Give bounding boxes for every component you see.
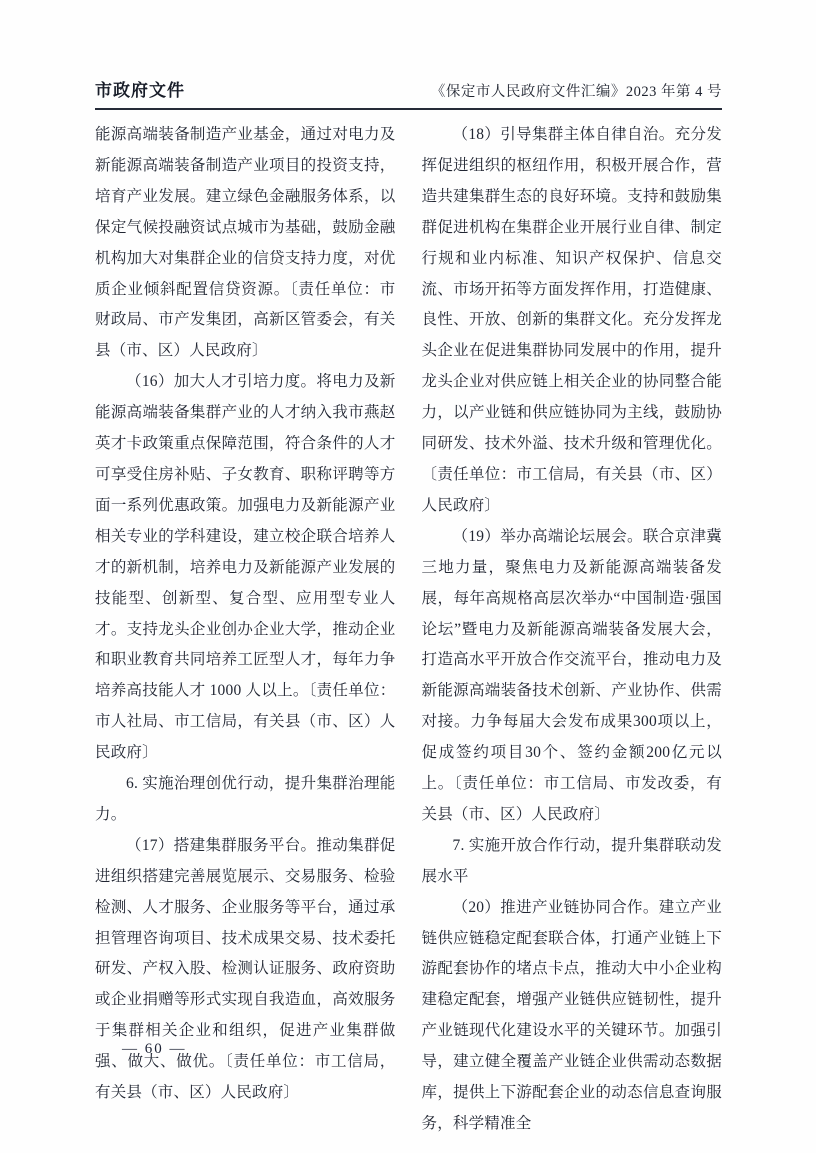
subheading-7: 7. 实施开放合作行动，提升集群联动发展水平 [421,836,722,885]
paragraph-16: （16）加大人才引培力度。将电力及新能源高端装备集群产业的人才纳入我市燕赵英才卡政策重点保障范围，符合条件的人才可享受住房补贴、子女教育、职称评聘等方面一系列优惠政策。加强电力及新能源产业相关专业的学科建设，建立校企联合培养人才的新机制，培养电力及新能源产业发展的技能型、创新型、复合型、应用型专业人才。支持龙头企业创办企业大学，推动企业和职业教育共同培养工匠型人才，每年力争培养高技能人才 1000 人以上。〔责任单位：市人社局、市工信局，有关县（市、区）人民政府〕 [95,373,396,762]
paragraph-20: （20）推进产业链协同合作。建立产业链供应链稳定配套联合体，打通产业链上下游配套协作的堵点卡点，推动大中小企业构建稳定配套，增强产业链供应链韧性，提升产业链现代化建设水平的关键环节。加强引导，建立健全覆盖产业链企业供需动态数据库，提供上下游配套企业的动态信息查询服务，科学精准全 [421,898,722,1132]
header-issue-info: 《保定市人民政府文件汇编》2023 年第 4 号 [430,84,722,100]
paragraph-15-continuation: 能源高端装备制造产业基金，通过对电力及新能源高端装备制造产业项目的投资支持，培育产业发展。建立绿色金融服务体系，以保定气候投融资试点城市为基础，鼓励金融机构加大对集群企业的信贷支持力度，对优质企业倾斜配置信贷资源。〔责任单位：市财政局、市产发集团，高新区管委会，有关县（市、区）人民政府〕 [95,126,396,360]
paragraph-17: （17）搭建集群服务平台。推动集群促进组织搭建完善展览展示、交易服务、检验检测、人才服务、企业服务等平台，通过承担管理咨询项目、技术成果交易、技术委托研发、产权入股、检测认证服务、政府资助或企业捐赠等形式实现自我造血，高效服务于集群相关企业和组织，促进产业集群做强、做大、做优。〔责任单位：市工信局，有关县（市、区）人民政府〕 [95,836,396,1102]
header-section-title: 市政府文件 [95,81,185,100]
page-number: — 60 — [122,1041,187,1057]
document-body [95,120,722,1140]
paragraph-18: （18）引导集群主体自律自治。充分发挥促进组织的枢纽作用，积极开展合作，营造共建集群生态的良好环境。支持和鼓励集群促进机构在集群企业开展行业自律、制定行规和业内标准、知识产权保护、信息交流、市场开拓等方面发挥作用，打造健康、良性、开放、创新的集群文化。充分发挥龙头企业在促进集群协同发展中的作用，提升龙头企业对供应链上相关企业的协同整合能力，以产业链和供应链协同为主线，鼓励协同研发、技术外溢、技术升级和管理优化。〔责任单位：市工信局，有关县（市、区）人民政府〕 [421,126,722,514]
header-divider [95,108,722,110]
page-header [95,76,722,108]
right-column [422,120,723,1140]
paragraph-19: （19）举办高端论坛展会。联合京津冀三地力量，聚焦电力及新能源高端装备发展，每年高规格高层次举办“中国制造·强国论坛”暨电力及新能源高端装备发展大会，打造高水平开放合作交流平台，推动电力及新能源高端装备技术创新、产业协作、供需对接。力争每届大会发布成果300项以上，促成签约项目30个、签约金额200亿元以上。〔责任单位：市工信局、市发改委，有关县（市、区）人民政府〕 [421,527,722,823]
subheading-6: 6. 实施治理创优行动，提升集群治理能力。 [95,775,396,823]
left-column [95,120,396,1140]
